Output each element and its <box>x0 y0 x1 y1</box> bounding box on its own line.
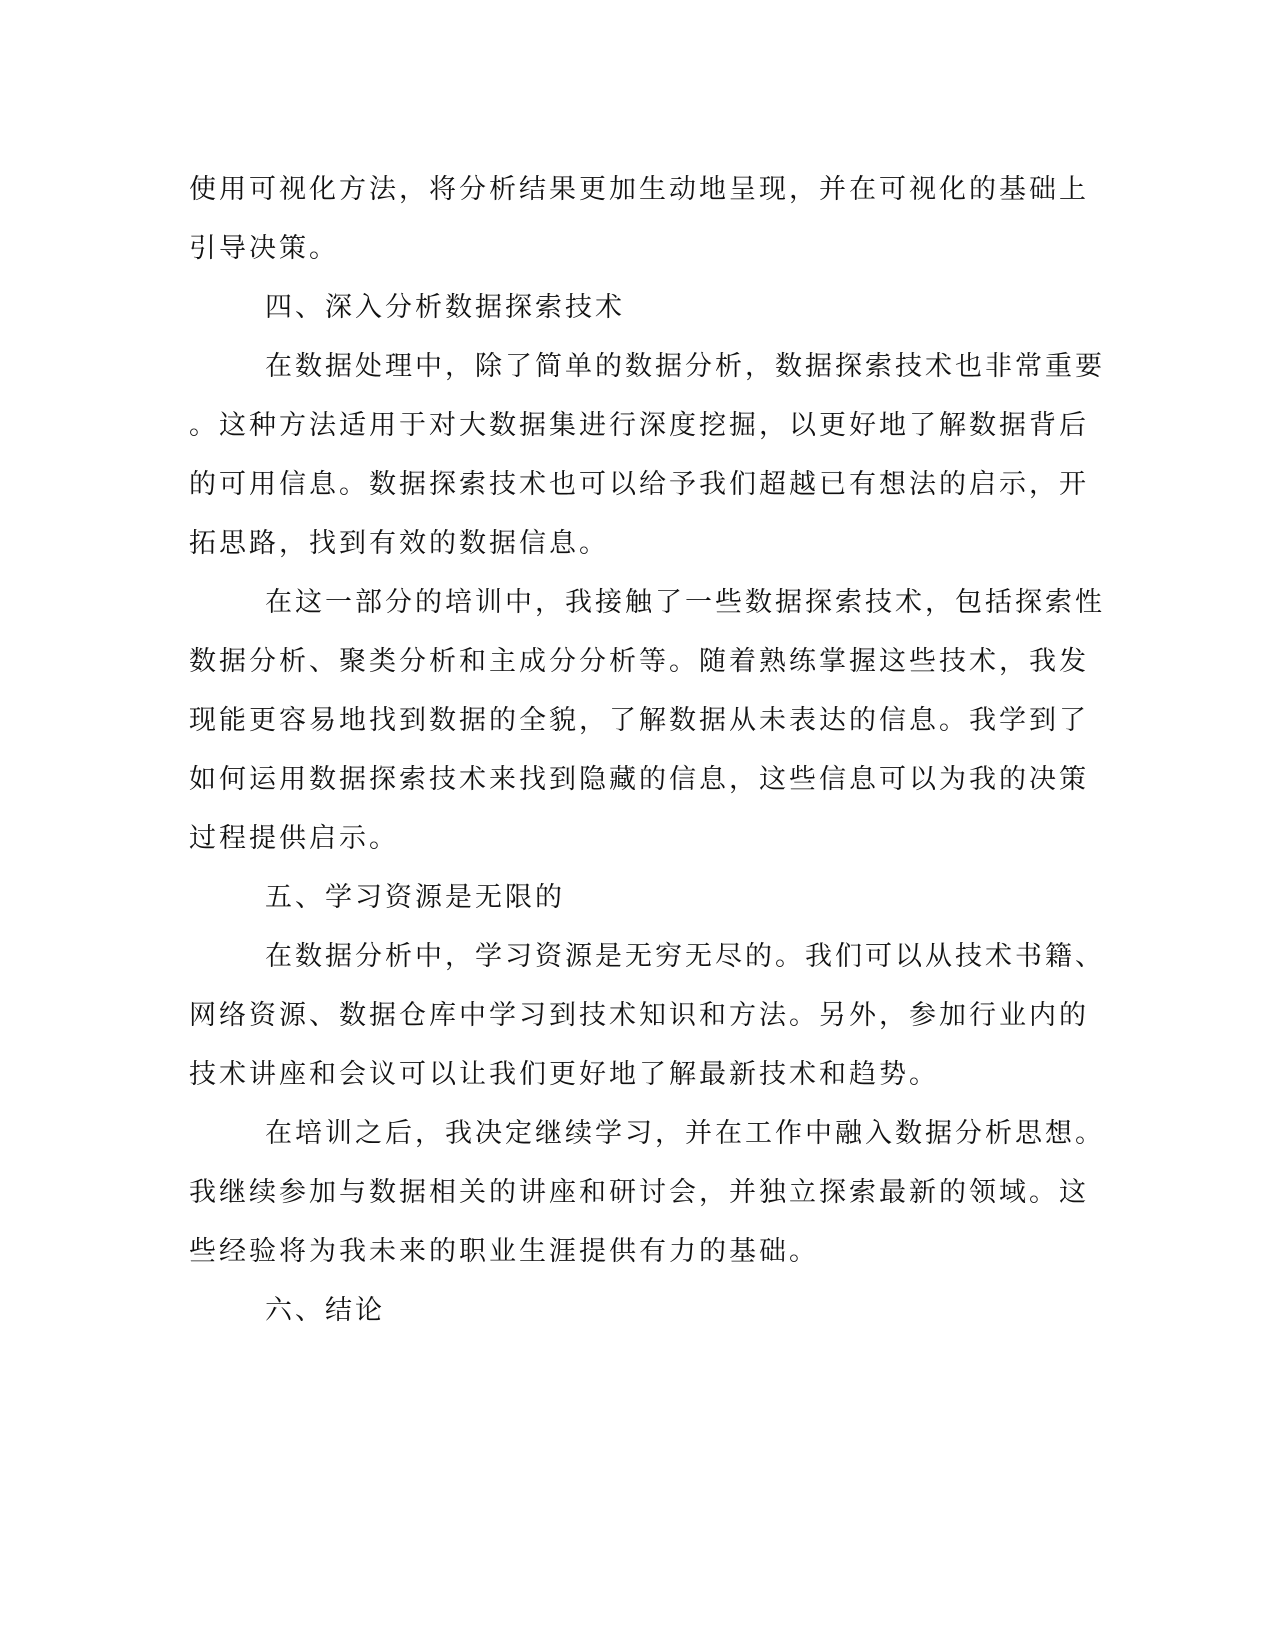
paragraph-line: 在这一部分的培训中，我接触了一些数据探索技术，包括探索性 <box>265 587 1105 618</box>
section-heading: 四、深入分析数据探索技术 <box>265 292 625 323</box>
paragraph-line: 现能更容易地找到数据的全貌，了解数据从未表达的信息。我学到了 <box>189 705 1089 736</box>
paragraph-line: 技术讲座和会议可以让我们更好地了解最新技术和趋势。 <box>189 1059 939 1090</box>
paragraph-line: 引导决策。 <box>189 233 339 264</box>
paragraph-line: 的可用信息。数据探索技术也可以给予我们超越已有想法的启示，开 <box>189 469 1089 500</box>
paragraph-line: 网络资源、数据仓库中学习到技术知识和方法。另外，参加行业内的 <box>189 1000 1089 1031</box>
paragraph-line: 如何运用数据探索技术来找到隐藏的信息，这些信息可以为我的决策 <box>189 764 1089 795</box>
paragraph-line: 在数据处理中，除了简单的数据分析，数据探索技术也非常重要 <box>265 351 1105 382</box>
paragraph-line: 使用可视化方法，将分析结果更加生动地呈现，并在可视化的基础上 <box>189 174 1089 205</box>
document-body <box>189 160 1105 1340</box>
paragraph-line: 过程提供启示。 <box>189 823 399 854</box>
paragraph-line: 些经验将为我未来的职业生涯提供有力的基础。 <box>189 1236 819 1267</box>
paragraph-line: 在培训之后，我决定继续学习，并在工作中融入数据分析思想。 <box>265 1118 1105 1149</box>
paragraph-line: 我继续参加与数据相关的讲座和研讨会，并独立探索最新的领域。这 <box>189 1177 1089 1208</box>
section-heading: 六、结论 <box>265 1295 385 1326</box>
section-heading: 五、学习资源是无限的 <box>265 882 565 913</box>
paragraph-line: 。这种方法适用于对大数据集进行深度挖掘，以更好地了解数据背后 <box>189 410 1089 441</box>
paragraph-line: 数据分析、聚类分析和主成分分析等。随着熟练掌握这些技术，我发 <box>189 646 1089 677</box>
paragraph-line: 在数据分析中，学习资源是无穷无尽的。我们可以从技术书籍、 <box>265 941 1105 972</box>
paragraph-line: 拓思路，找到有效的数据信息。 <box>189 528 609 559</box>
